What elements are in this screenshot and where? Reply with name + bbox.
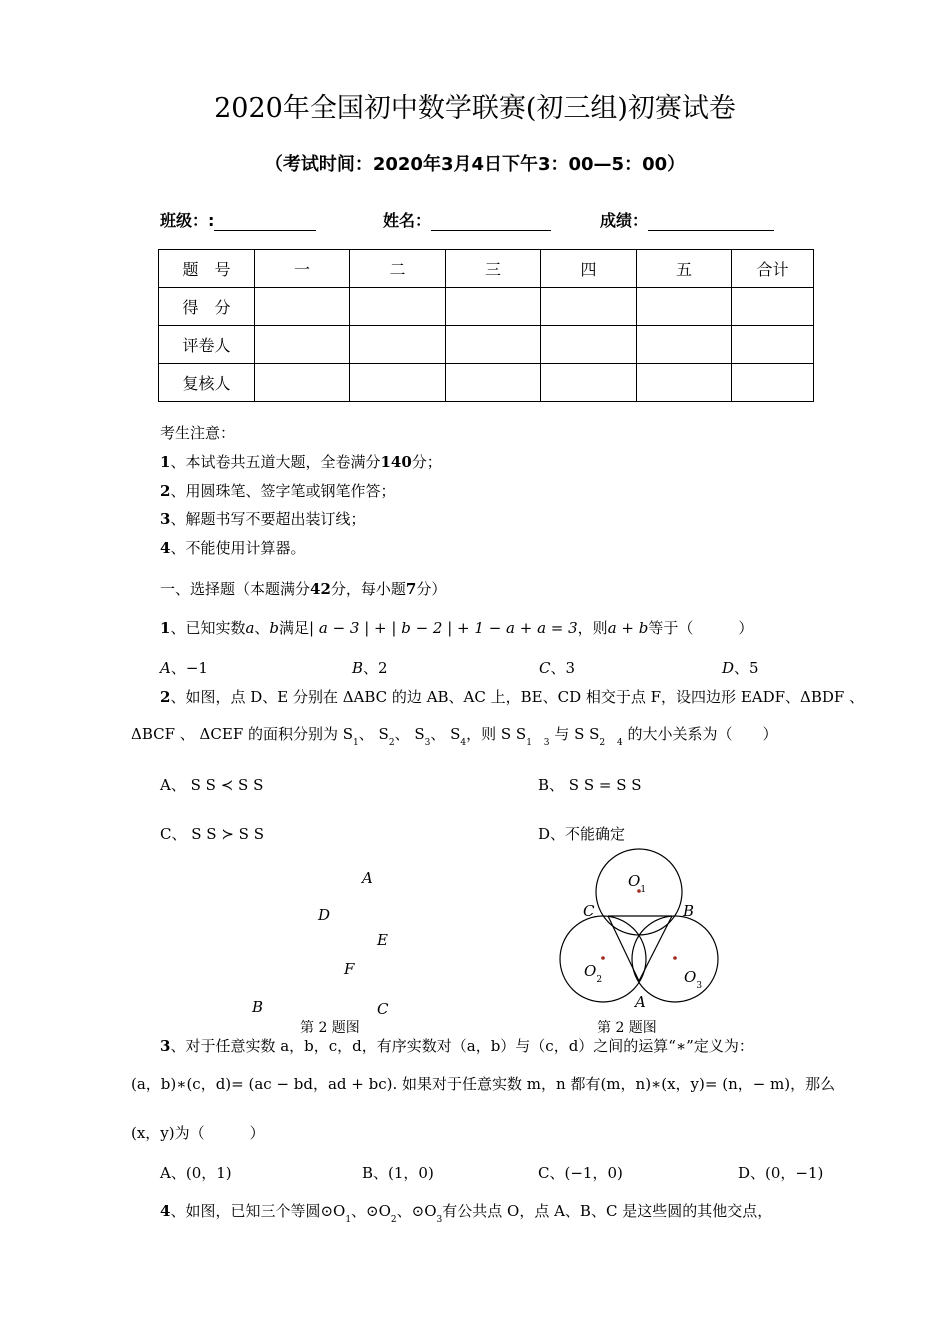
label-o2: $O_2$ — [584, 962, 603, 985]
table-header-cell: 合计 — [732, 250, 814, 288]
table-row — [159, 364, 814, 402]
table-cell[interactable] — [637, 326, 732, 364]
table-cell[interactable] — [446, 288, 541, 326]
option-a[interactable]: A、−1 — [160, 659, 208, 677]
option-a[interactable]: A、 S S ≺ S S — [160, 776, 264, 794]
point-label-f: F — [344, 960, 355, 978]
class-field — [160, 208, 316, 231]
score-blank[interactable] — [648, 212, 774, 231]
table-header-cell: 题 号 — [159, 250, 255, 288]
table-cell[interactable] — [637, 364, 732, 402]
point-label-d: D — [318, 906, 331, 924]
question-2: 2、如图，点 D、E 分别在 ΔABC 的边 AB、AC 上，BE、CD 相交于点 F，设四边形 EADF、ΔBDF 、 — [160, 688, 865, 706]
table-row — [159, 326, 814, 364]
option-b[interactable]: B、2 — [352, 659, 388, 677]
class-label: 班级：: — [160, 211, 215, 230]
point-label-a: A — [362, 869, 373, 887]
table-cell[interactable] — [732, 288, 814, 326]
section-heading: 一、选择题（本题满分42分，每小题7分） — [160, 580, 447, 598]
table-cell[interactable] — [732, 326, 814, 364]
center-o2 — [601, 956, 605, 960]
table-cell[interactable] — [541, 288, 637, 326]
label-o3: $O_3$ — [684, 968, 703, 991]
table-cell[interactable] — [350, 326, 446, 364]
question-3-line2: (a，b)∗(c，d)= (ac − bd，ad + bc). 如果对于任意实数 m，n 都有(m，n)∗(x，y)= (n，− m)，那么 — [131, 1075, 836, 1093]
note-item: 1、本试卷共五道大题，全卷满分140分； — [160, 453, 442, 471]
note-item: 2、用圆珠笔、签字笔或钢笔作答； — [160, 482, 396, 500]
table-cell[interactable] — [732, 364, 814, 402]
point-label-b: B — [252, 998, 264, 1016]
row-label: 评卷人 — [159, 326, 255, 364]
table-cell[interactable] — [350, 364, 446, 402]
option-c[interactable]: C、(−1，0) — [538, 1164, 623, 1182]
table-row — [159, 288, 814, 326]
point-label-c: C — [377, 1000, 389, 1018]
row-label: 复核人 — [159, 364, 255, 402]
question-2-line2: ΔBCF 、 ΔCEF 的面积分别为 $S_1$、 $S_2$、 $S_3$、 $S_4$，则 S $S_{1 3}$ 与 S $S_{2 4}$ 的大小关系为（ ） — [131, 725, 778, 748]
segment-ba — [639, 916, 672, 981]
option-b[interactable]: B、(1，0) — [362, 1164, 434, 1182]
table-cell[interactable] — [541, 364, 637, 402]
option-c[interactable]: C、 S S ≻ S S — [160, 825, 264, 843]
table-cell[interactable] — [255, 364, 350, 402]
name-field — [383, 208, 551, 231]
note-item: 3、解题书写不要超出装订线； — [160, 510, 366, 528]
name-blank[interactable] — [431, 212, 551, 231]
table-header-cell: 五 — [637, 250, 732, 288]
option-d[interactable]: D、(0，−1) — [738, 1164, 824, 1182]
note-item: 4、不能使用计算器。 — [160, 539, 306, 557]
class-blank[interactable] — [214, 212, 316, 231]
label-c: C — [583, 902, 595, 920]
label-b: B — [683, 902, 695, 920]
table-header-cell: 三 — [446, 250, 541, 288]
notes-heading: 考生注意： — [160, 424, 236, 442]
name-label: 姓名： — [383, 211, 432, 230]
question-4: 4、如图，已知三个等圆$⊙O_1$、$⊙O_2$、$⊙O_3$有公共点 O，点 A、B、C 是这些圆的其他交点， — [160, 1202, 773, 1225]
question-1: 1、已知实数a、b满足| a − 3 | + | b − 2 | + 1 − a + a = 3，则a + b等于（ ） — [160, 619, 754, 637]
option-d[interactable]: D、不能确定 — [538, 825, 626, 843]
score-table — [158, 249, 814, 402]
table-header-row — [159, 250, 814, 288]
table-cell[interactable] — [446, 326, 541, 364]
row-label: 得 分 — [159, 288, 255, 326]
exam-time: （考试时间：2020年3月4日下午3：00—5：00） — [264, 154, 686, 175]
figure-caption: 第 2 题图 — [300, 1020, 360, 1036]
option-d[interactable]: D、5 — [722, 659, 759, 677]
score-label: 成绩： — [600, 211, 649, 230]
label-a: A — [635, 993, 646, 1011]
table-cell[interactable] — [350, 288, 446, 326]
page-title: 2020年全国初中数学联赛(初三组)初赛试卷 — [214, 93, 736, 124]
figure-caption: 第 2 题图 — [597, 1020, 657, 1036]
three-circles-figure — [550, 842, 730, 1012]
table-cell[interactable] — [446, 364, 541, 402]
option-c[interactable]: C、3 — [539, 659, 576, 677]
table-header-cell: 二 — [350, 250, 446, 288]
label-o1: $O_1$ — [628, 872, 647, 895]
table-cell[interactable] — [255, 288, 350, 326]
segment-ca — [608, 916, 639, 981]
option-a[interactable]: A、(0，1) — [160, 1164, 232, 1182]
table-cell[interactable] — [541, 326, 637, 364]
table-header-cell: 一 — [255, 250, 350, 288]
table-cell[interactable] — [255, 326, 350, 364]
point-label-e: E — [377, 931, 388, 949]
table-cell[interactable] — [637, 288, 732, 326]
option-b[interactable]: B、 S S = S S — [538, 776, 642, 794]
score-field — [600, 208, 774, 231]
question-3-line3: (x，y)为（ ） — [131, 1124, 265, 1142]
table-header-cell: 四 — [541, 250, 637, 288]
question-3: 3、对于任意实数 a，b，c，d，有序实数对（a，b）与（c，d）之间的运算“∗”定义为： — [160, 1037, 754, 1055]
center-o3 — [673, 956, 677, 960]
